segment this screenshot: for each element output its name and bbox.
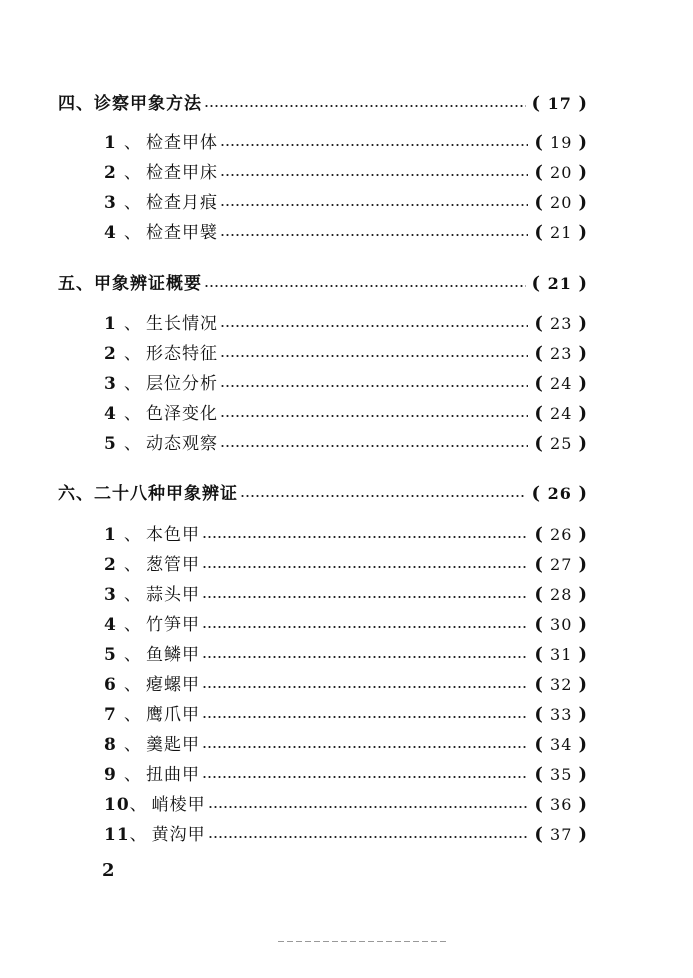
item-title: 形态特征 xyxy=(146,344,218,364)
toc-item-4-1[interactable]: 1 、 检查甲体 ( 19 ) xyxy=(104,129,588,157)
item-number: 1 xyxy=(104,314,117,334)
page-ref-number: 37 xyxy=(550,825,573,844)
page-ref: ( 19 ) xyxy=(534,132,588,153)
section-title: 六、二十八种甲象辨证 xyxy=(58,484,238,504)
dot-leader xyxy=(202,626,528,628)
item-title: 黄沟甲 xyxy=(151,825,206,845)
item-number: 7 xyxy=(104,705,117,725)
dot-leader xyxy=(220,385,528,387)
page-ref-number: 33 xyxy=(550,705,573,724)
page-ref-number: 20 xyxy=(550,193,573,212)
page-ref-number: 23 xyxy=(550,314,573,333)
item-number: 9 xyxy=(104,765,117,785)
section-title: 五、甲象辨证概要 xyxy=(58,274,202,294)
page-ref-number: 26 xyxy=(547,484,572,503)
toc-item-6-1[interactable]: 1 、 本色甲 ( 26 ) xyxy=(104,521,588,549)
dot-leader xyxy=(202,716,528,718)
toc-item-4-4[interactable]: 4 、 检查甲襞 ( 21 ) xyxy=(104,219,588,247)
item-number: 3 xyxy=(104,374,117,394)
dot-leader xyxy=(240,495,526,497)
scan-artifact-line xyxy=(278,941,448,942)
item-number: 11 xyxy=(104,825,130,845)
item-title: 鱼鳞甲 xyxy=(146,645,200,665)
dot-leader xyxy=(202,656,528,658)
item-title: 峭棱甲 xyxy=(151,795,206,815)
dot-leader xyxy=(220,325,528,327)
page-ref-number: 25 xyxy=(550,434,573,453)
page-ref: ( 17 ) xyxy=(531,93,588,114)
dot-leader xyxy=(220,445,528,447)
page-ref: ( 32 ) xyxy=(534,674,588,695)
dot-leader xyxy=(202,536,528,538)
toc-item-5-4[interactable]: 4 、 色泽变化 ( 24 ) xyxy=(104,400,588,428)
dot-leader xyxy=(208,836,529,838)
page-ref: ( 27 ) xyxy=(534,554,588,575)
page-ref-number: 21 xyxy=(550,223,573,242)
item-title: 检查甲床 xyxy=(146,163,218,183)
toc-item-5-1[interactable]: 1 、 生长情况 ( 23 ) xyxy=(104,310,588,338)
page-ref: ( 33 ) xyxy=(534,704,588,725)
item-number: 2 xyxy=(104,163,117,183)
page-ref-number: 19 xyxy=(550,133,573,152)
page-number: 2 xyxy=(102,860,115,881)
page-ref: ( 26 ) xyxy=(531,483,588,504)
item-number: 1 xyxy=(104,525,117,545)
toc-item-6-9[interactable]: 9 、 扭曲甲 ( 35 ) xyxy=(104,761,588,789)
item-number: 8 xyxy=(104,735,117,755)
page-ref: ( 37 ) xyxy=(534,824,588,845)
item-title: 动态观察 xyxy=(146,434,218,454)
page-ref-number: 20 xyxy=(550,163,573,182)
item-number: 4 xyxy=(104,615,117,635)
page-ref-number: 34 xyxy=(550,735,573,754)
item-title: 羹匙甲 xyxy=(146,735,200,755)
dot-leader xyxy=(208,806,529,808)
item-title: 色泽变化 xyxy=(146,404,218,424)
page-ref: ( 25 ) xyxy=(534,433,588,454)
item-title: 蒜头甲 xyxy=(146,585,200,605)
dot-leader xyxy=(202,596,528,598)
toc-section-6[interactable] xyxy=(58,480,588,508)
toc-item-5-2[interactable]: 2 、 形态特征 ( 23 ) xyxy=(104,340,588,368)
dot-leader xyxy=(204,285,526,287)
item-number: 10 xyxy=(104,795,130,815)
item-number: 5 xyxy=(104,434,117,454)
item-title: 扭曲甲 xyxy=(146,765,200,785)
item-title: 瘪螺甲 xyxy=(146,675,200,695)
toc-item-6-3[interactable]: 3 、 蒜头甲 ( 28 ) xyxy=(104,581,588,609)
toc-item-6-4[interactable]: 4 、 竹笋甲 ( 30 ) xyxy=(104,611,588,639)
page-ref-number: 28 xyxy=(550,585,573,604)
page-ref: ( 30 ) xyxy=(534,614,588,635)
page-ref: ( 28 ) xyxy=(534,584,588,605)
page-ref: ( 20 ) xyxy=(534,162,588,183)
toc-item-5-5[interactable]: 5 、 动态观察 ( 25 ) xyxy=(104,430,588,458)
page-ref: ( 24 ) xyxy=(534,403,588,424)
dot-leader xyxy=(220,355,528,357)
toc-item-5-3[interactable]: 3 、 层位分析 ( 24 ) xyxy=(104,370,588,398)
dot-leader xyxy=(202,566,528,568)
page-ref-number: 36 xyxy=(550,795,573,814)
item-title: 葱管甲 xyxy=(146,555,200,575)
toc-item-6-8[interactable]: 8 、 羹匙甲 ( 34 ) xyxy=(104,731,588,759)
dot-leader xyxy=(220,204,528,206)
item-number: 4 xyxy=(104,223,117,243)
page-ref: ( 21 ) xyxy=(534,222,588,243)
page-ref-number: 32 xyxy=(550,675,573,694)
page-ref: ( 23 ) xyxy=(534,343,588,364)
dot-leader xyxy=(202,686,528,688)
item-title: 检查甲襞 xyxy=(146,223,218,243)
item-number: 2 xyxy=(104,344,117,364)
item-number: 2 xyxy=(104,555,117,575)
section-title: 四、诊察甲象方法 xyxy=(58,94,202,114)
toc-section-4[interactable] xyxy=(58,90,588,118)
page-ref: ( 26 ) xyxy=(534,524,588,545)
page-ref: ( 23 ) xyxy=(534,313,588,334)
toc-item-6-6[interactable]: 6 、 瘪螺甲 ( 32 ) xyxy=(104,671,588,699)
page-ref-number: 17 xyxy=(547,94,572,113)
page-ref-number: 24 xyxy=(550,404,573,423)
dot-leader xyxy=(202,776,528,778)
page-ref-number: 23 xyxy=(550,344,573,363)
item-title: 检查月痕 xyxy=(146,193,218,213)
item-title: 生长情况 xyxy=(146,314,218,334)
toc-item-4-3[interactable]: 3 、 检查月痕 ( 20 ) xyxy=(104,189,588,217)
page-ref: ( 34 ) xyxy=(534,734,588,755)
item-number: 6 xyxy=(104,675,117,695)
toc-item-4-2[interactable]: 2 、 检查甲床 ( 20 ) xyxy=(104,159,588,187)
page-ref-number: 30 xyxy=(550,615,573,634)
item-title: 本色甲 xyxy=(146,525,200,545)
dot-leader xyxy=(220,415,528,417)
page-ref-number: 26 xyxy=(550,525,573,544)
item-number: 3 xyxy=(104,585,117,605)
dot-leader xyxy=(220,234,528,236)
item-title: 层位分析 xyxy=(146,374,218,394)
dot-leader xyxy=(220,174,528,176)
item-title: 检查甲体 xyxy=(146,133,218,153)
toc-item-6-11[interactable]: 11、 黄沟甲 ( 37 ) xyxy=(104,821,588,849)
item-number: 3 xyxy=(104,193,117,213)
page-ref: ( 36 ) xyxy=(534,794,588,815)
dot-leader xyxy=(202,746,528,748)
toc-item-6-10[interactable]: 10、 峭棱甲 ( 36 ) xyxy=(104,791,588,819)
toc-section-5[interactable] xyxy=(58,270,588,298)
item-number: 4 xyxy=(104,404,117,424)
page-ref-number: 31 xyxy=(550,645,573,664)
dot-leader xyxy=(220,144,528,146)
item-title: 竹笋甲 xyxy=(146,615,200,635)
page-ref: ( 20 ) xyxy=(534,192,588,213)
toc-item-6-7[interactable]: 7 、 鹰爪甲 ( 33 ) xyxy=(104,701,588,729)
page-ref-number: 35 xyxy=(550,765,573,784)
page-ref-number: 24 xyxy=(550,374,573,393)
dot-leader xyxy=(204,105,526,107)
toc-item-6-2[interactable]: 2 、 葱管甲 ( 27 ) xyxy=(104,551,588,579)
page-ref: ( 24 ) xyxy=(534,373,588,394)
page-ref: ( 21 ) xyxy=(531,273,588,294)
page-ref: ( 31 ) xyxy=(534,644,588,665)
page-ref: ( 35 ) xyxy=(534,764,588,785)
toc-item-6-5[interactable]: 5 、 鱼鳞甲 ( 31 ) xyxy=(104,641,588,669)
page-ref-number: 27 xyxy=(550,555,573,574)
page-ref-number: 21 xyxy=(547,274,572,293)
item-number: 5 xyxy=(104,645,117,665)
item-number: 1 xyxy=(104,133,117,153)
item-title: 鹰爪甲 xyxy=(146,705,200,725)
